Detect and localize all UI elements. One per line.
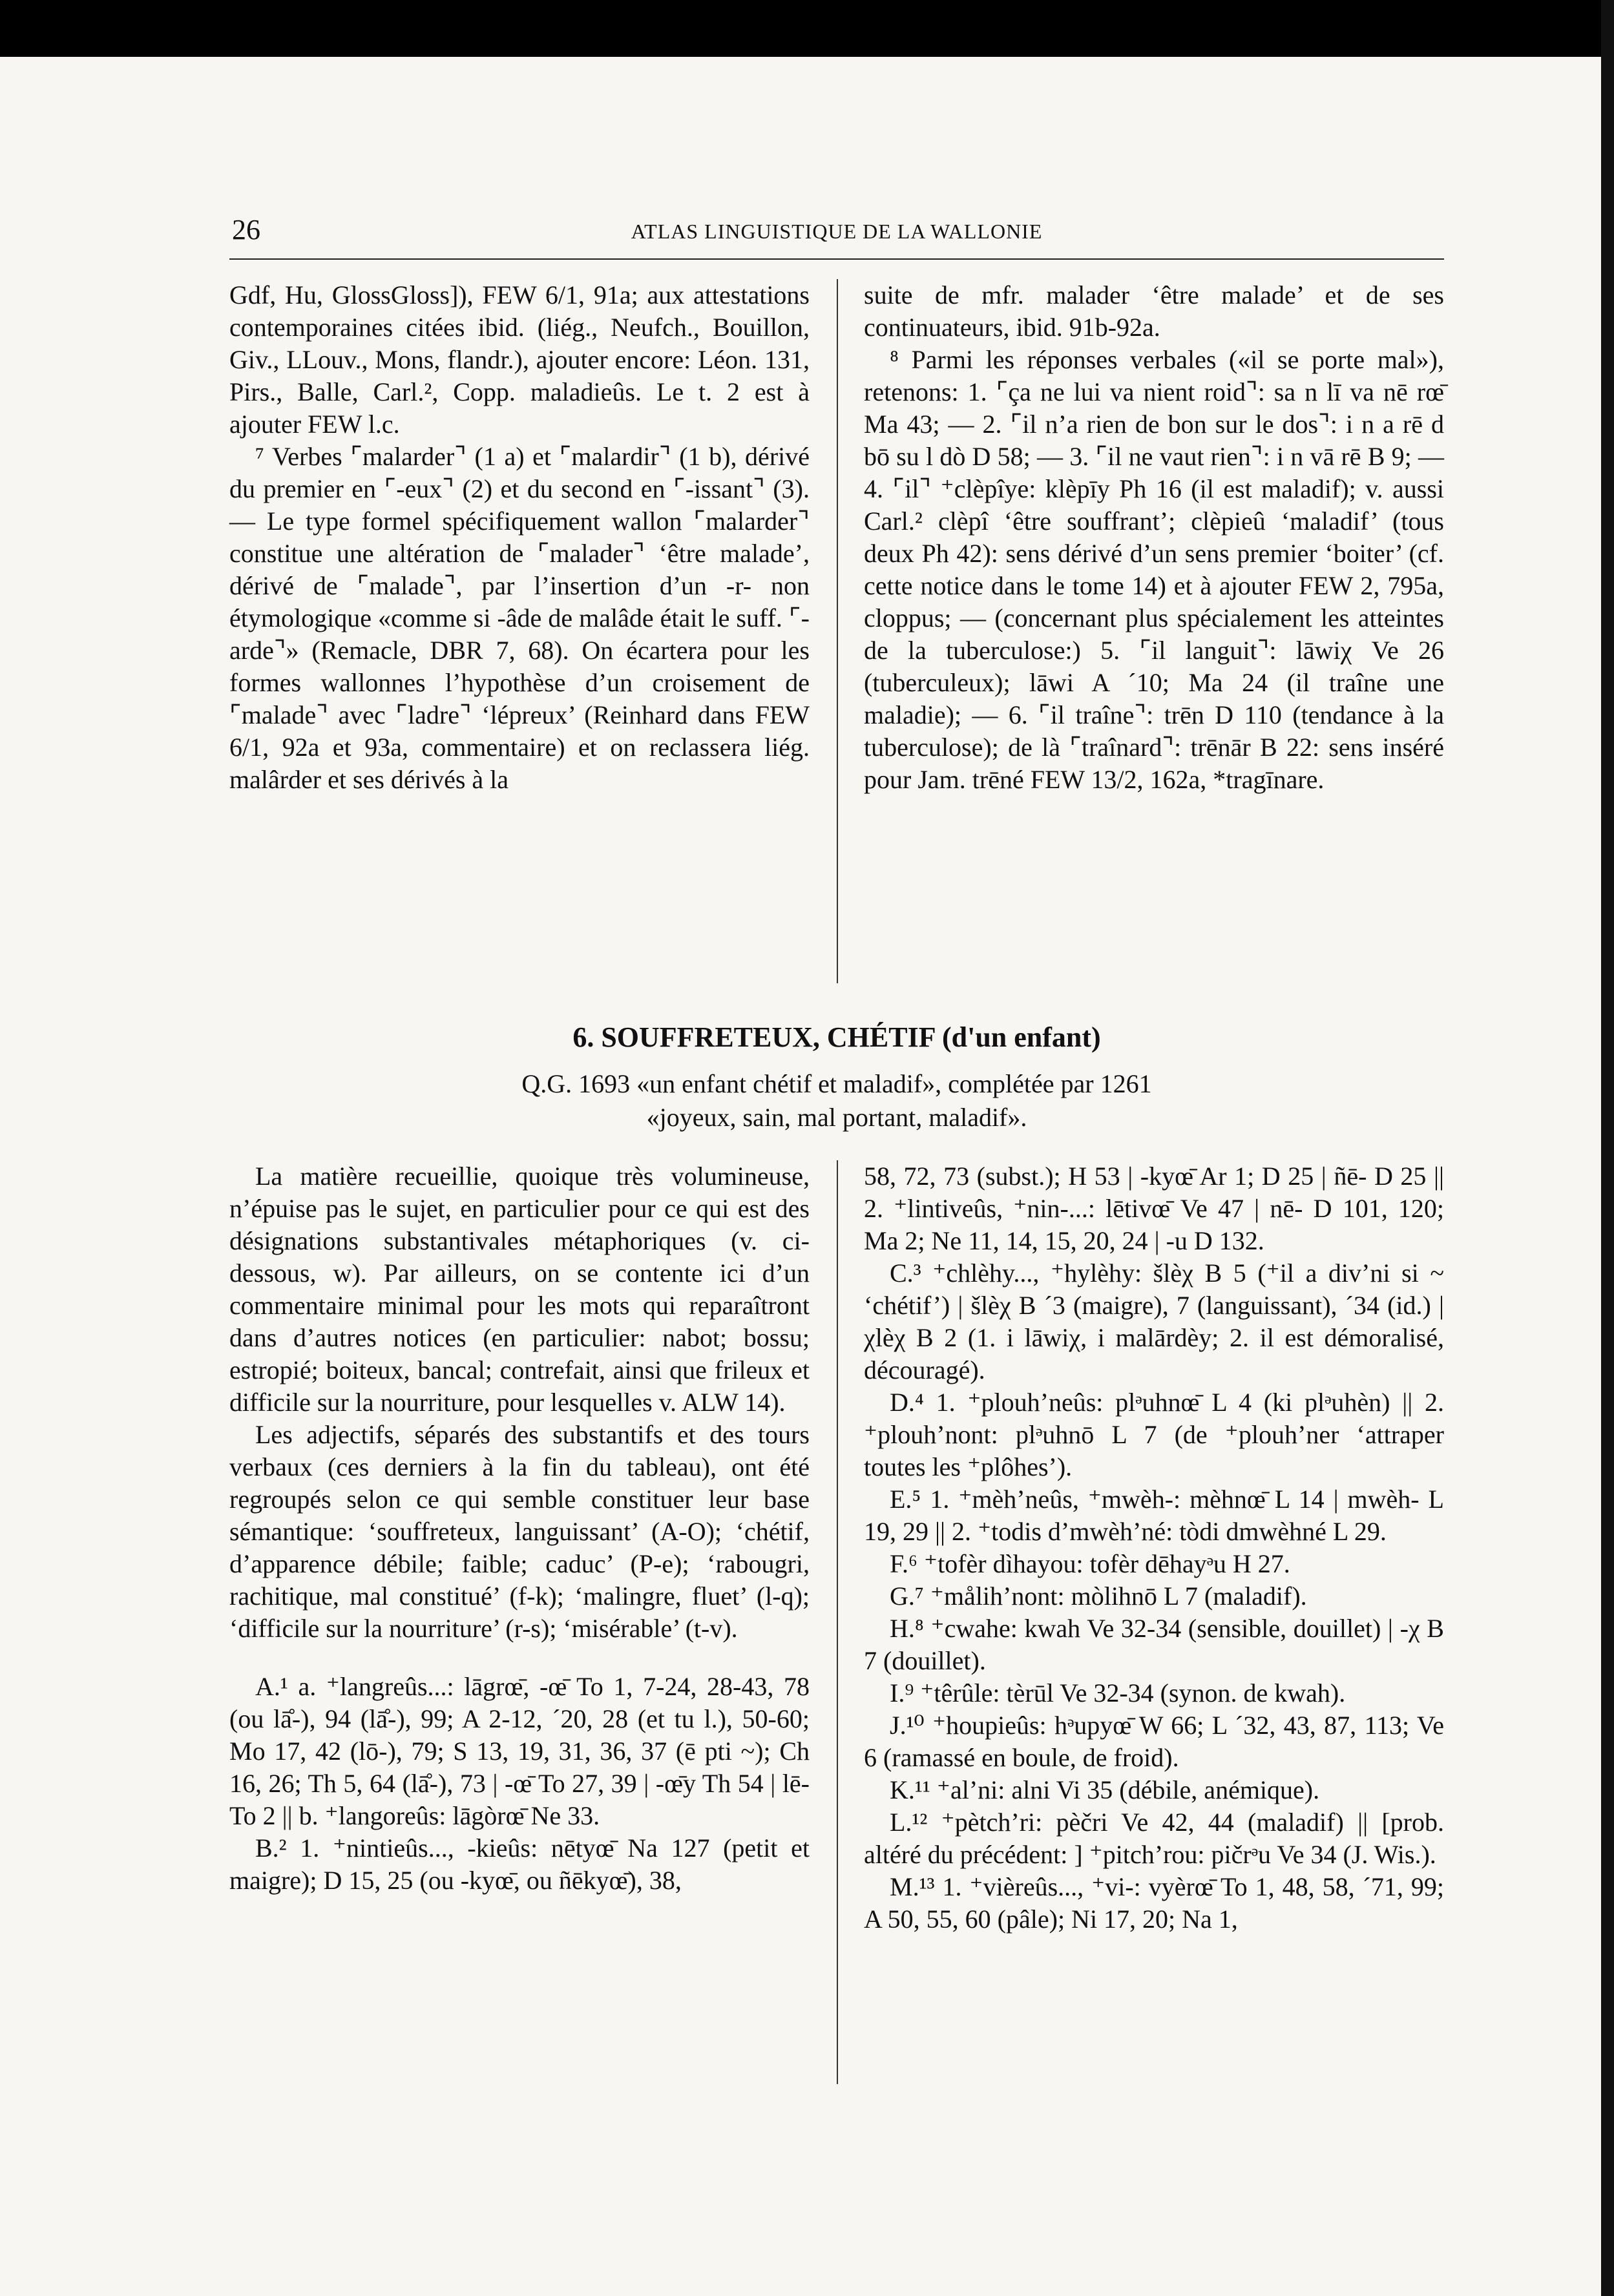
section-subtitle-line-2: «joyeux, sain, mal portant, maladif». [646,1103,1027,1132]
entry-l: L.¹² ⁺pètch’ri: pèčri Ve 42, 44 (maladif) || [prob. altéré du précédent: ] ⁺pitch’rou: pičrᵊu Ve 34 (J. Wis.). [864,1808,1444,1869]
column-rule [837,279,838,983]
footnote-7: ⁷ Verbes ⌜malarder⌝ (1 a) et ⌜malardir⌝ (1 b), dérivé du premier en ⌜-eux⌝ (2) et du second en ⌜-issant⌝ (3). — Le type formel spécifiquement wallon ⌜malarder⌝ constitue une altération de ⌜malader⌝ ‘être malade’, dérivé de ⌜malade⌝, par l’insertion d’un -r- non étymologique «comme si -âde de malâde était le suff. ⌜-arde⌝» (Remacle, DBR 7, 68). On écartera pour les formes wallonnes l’hypothèse d’un croisement de ⌜malade⌝ avec ⌜ladre⌝ ‘lépreux’ (Reinhard dans FEW 6/1, 92a et 93a, commentaire) et on reclassera liég. malârder et ses dérivés à la [229,442,810,794]
footnote-7-end: suite de mfr. malader ‘être malade’ et de ses continuateurs, ibid. 91b-92a. [864,280,1444,342]
entry-f: F.⁶ ⁺tofèr dìhayou: tofèr dēhayᵊu H 27. [890,1549,1290,1578]
section-title: 6. SOUFFRETEUX, CHÉTIF (d'un enfant) [572,1021,1101,1053]
entry-a: A.¹ a. ⁺langreûs...: lāgrœ̄, -œ̄ To 1, 7-24, 28-43, 78 (ou lā̊-), 94 (lā̊-), 99; A 2-12, ´20, 28 (et tu l.), 50-60; Mo 17, 42 (lō-), 79; S 13, 19, 31, 36, 37 (ē pti ~); Ch 16, 26; Th 5, 64 (lā̊-), 73 | -œ̄ To 27, 39 | -œ̄y Th 54 | lē- To 2 || b. ⁺langoreûs: lāgòrœ̄ Ne 33. [229,1672,810,1830]
entry-d: D.⁴ 1. ⁺plouh’neûs: plᵊuhnœ̄ L 4 (ki plᵊuhèn) || 2. ⁺plouh’nont: plᵊuhnō L 7 (de ⁺plouh’ner ‘attraper toutes les ⁺plôhes’). [864,1388,1444,1481]
entry-m: M.¹³ 1. ⁺vièreûs..., ⁺vi-: vyèrœ̄ To 1, 48, 58, ´71, 99; A 50, 55, 60 (pâle); Ni 17, 20; Na 1, [864,1872,1444,1934]
entry-h: H.⁸ ⁺cwahe: kwah Ve 32-34 (sensible, douillet) | -χ B 7 (douillet). [864,1614,1444,1675]
entry-e: E.⁵ 1. ⁺mèh’neûs, ⁺mwèh-: mèhnœ̄ L 14 | mwèh- L 19, 29 || 2. ⁺todis d’mwèh’né: tòdi dmwèhné L 29. [864,1485,1444,1546]
section-heading [229,1019,1444,1134]
footnote-6-end: Gdf, Hu, GlossGloss]), FEW 6/1, 91a; aux attestations contemporaines citées ibid. (liég., Neufch., Bouillon, Giv., LLouv., Mons, flandr.), ajouter encore: Léon. 131, Pirs., Balle, Carl.², Copp. maladieûs. Le t. 2 est à ajouter FEW l.c. [229,280,810,439]
scan-right-border [1601,0,1614,2296]
body-left-column [229,1160,810,1936]
footnote-8: ⁸ Parmi les réponses verbales («il se porte mal»), retenons: 1. ⌜ça ne lui va nient roid⌝: sa n lī va nē rœ̄ Ma 43; — 2. ⌜il n’a rien de bon sur le dos⌝: i n a rē d bō su l dò D 58; — 3. ⌜il ne vaut rien⌝: i n vā rē B 9; — 4. ⌜il⌝ ⁺clèpîye: klèpīy Ph 16 (il est maladif); v. aussi Carl.² clèpî ‘être souffrant’; clèpieû ‘maladif’ (tous deux Ph 42): sens dérivé d’un sens premier ‘boiter’ (cf. cette notice dans le tome 14) et à ajouter FEW 2, 795a, cloppus; — (concernant plus spécialement les atteintes de la tuberculose:) 5. ⌜il languit⌝: lāwiχ Ve 26 (tuberculeux); lāwi A ´10; Ma 24 (il traîne une maladie); — 6. ⌜il traîne⌝: trēn D 110 (tendance à la tuberculose); de là ⌜traînard⌝: trēnār B 22: sens inséré pour Jam. trēné FEW 13/2, 162a, *tragīnare. [864,345,1444,794]
entry-i: I.⁹ ⁺têrûle: tèrūl Ve 32-34 (synon. de kwah). [890,1678,1346,1707]
entry-b: B.² 1. ⁺nintieûs..., -kieûs: nētyœ̄ Na 127 (petit et maigre); D 15, 25 (ou -kyœ̄, ou ñēkyœ̄), 38, [229,1833,810,1895]
page-number: 26 [232,214,260,245]
entry-c: C.³ ⁺chlèhy..., ⁺hylèhy: šlèχ B 5 (⁺il a div’ni si ~ ‘chétif’) | šlèχ B ´3 (maigre), 7 (languissant), ´34 (id.) | χlèχ B 2 (1. i lāwiχ, i malārdèy; 2. il est démoralisé, découragé). [864,1258,1444,1384]
footnotes-left-column [229,279,810,983]
body-right-column [864,1160,1444,1936]
section-subtitle-line-1: Q.G. 1693 «un enfant chétif et maladif», complétée par 1261 [521,1069,1152,1098]
entry-k: K.¹¹ ⁺al’ni: alni Vi 35 (débile, anémique). [890,1775,1320,1804]
entry-b-cont: 58, 72, 73 (subst.); H 53 | -kyœ̄ Ar 1; D 25 | ñē- D 25 || 2. ⁺lintiveûs, ⁺nin-...: lētivœ̄ Ve 47 | nē- D 101, 120; Ma 2; Ne 11, 14, 15, 20, 24 | -u D 132. [864,1162,1444,1255]
running-title: ATLAS LINGUISTIQUE DE LA WALLONIE [631,220,1043,243]
book-page [229,207,1444,1936]
footnotes-columns [229,279,1444,983]
body-columns [229,1160,1444,1936]
entry-g: G.⁷ ⁺målih’nont: mòlihnō L 7 (maladif). [890,1581,1307,1611]
paragraph-grouping: Les adjectifs, séparés des substantifs et des tours verbaux (ces derniers à la fin du tableau), ont été regroupés selon ce qui semble constituer leur base sémantique: ‘souffreteux, languissant’ (A-O); ‘chétif, d’apparence débile; faible; caduc’ (P-e); ‘rabougri, rachitique, mal constitué’ (f-k); ‘malingre, fluet’ (l-q); ‘difficile sur la nourriture’ (r-s); ‘misérable’ (t-v). [229,1420,810,1643]
page-header [229,207,1444,260]
paragraph-intro: La matière recueillie, quoique très volumineuse, n’épuise pas le sujet, en particulier pour ce qui est des désignations substantivales métaphoriques (v. ci-dessous, w). Par ailleurs, on se contente ici d’un commentaire minimal pour les mots qui reparaîtront dans d’autres notices (en particulier: nabot; bossu; estropié; boiteux, bancal; contrefait, ainsi que frileux et difficile sur la nourriture, pour lesquelles v. ALW 14). [229,1162,810,1417]
entry-j: J.¹⁰ ⁺houpieûs: hᵊupyœ̄ W 66; L ´32, 43, 87, 113; Ve 6 (ramassé en boule, de froid). [864,1711,1444,1772]
footnotes-right-column [864,279,1444,983]
scan-top-border [0,0,1614,57]
column-rule [837,1160,838,2084]
